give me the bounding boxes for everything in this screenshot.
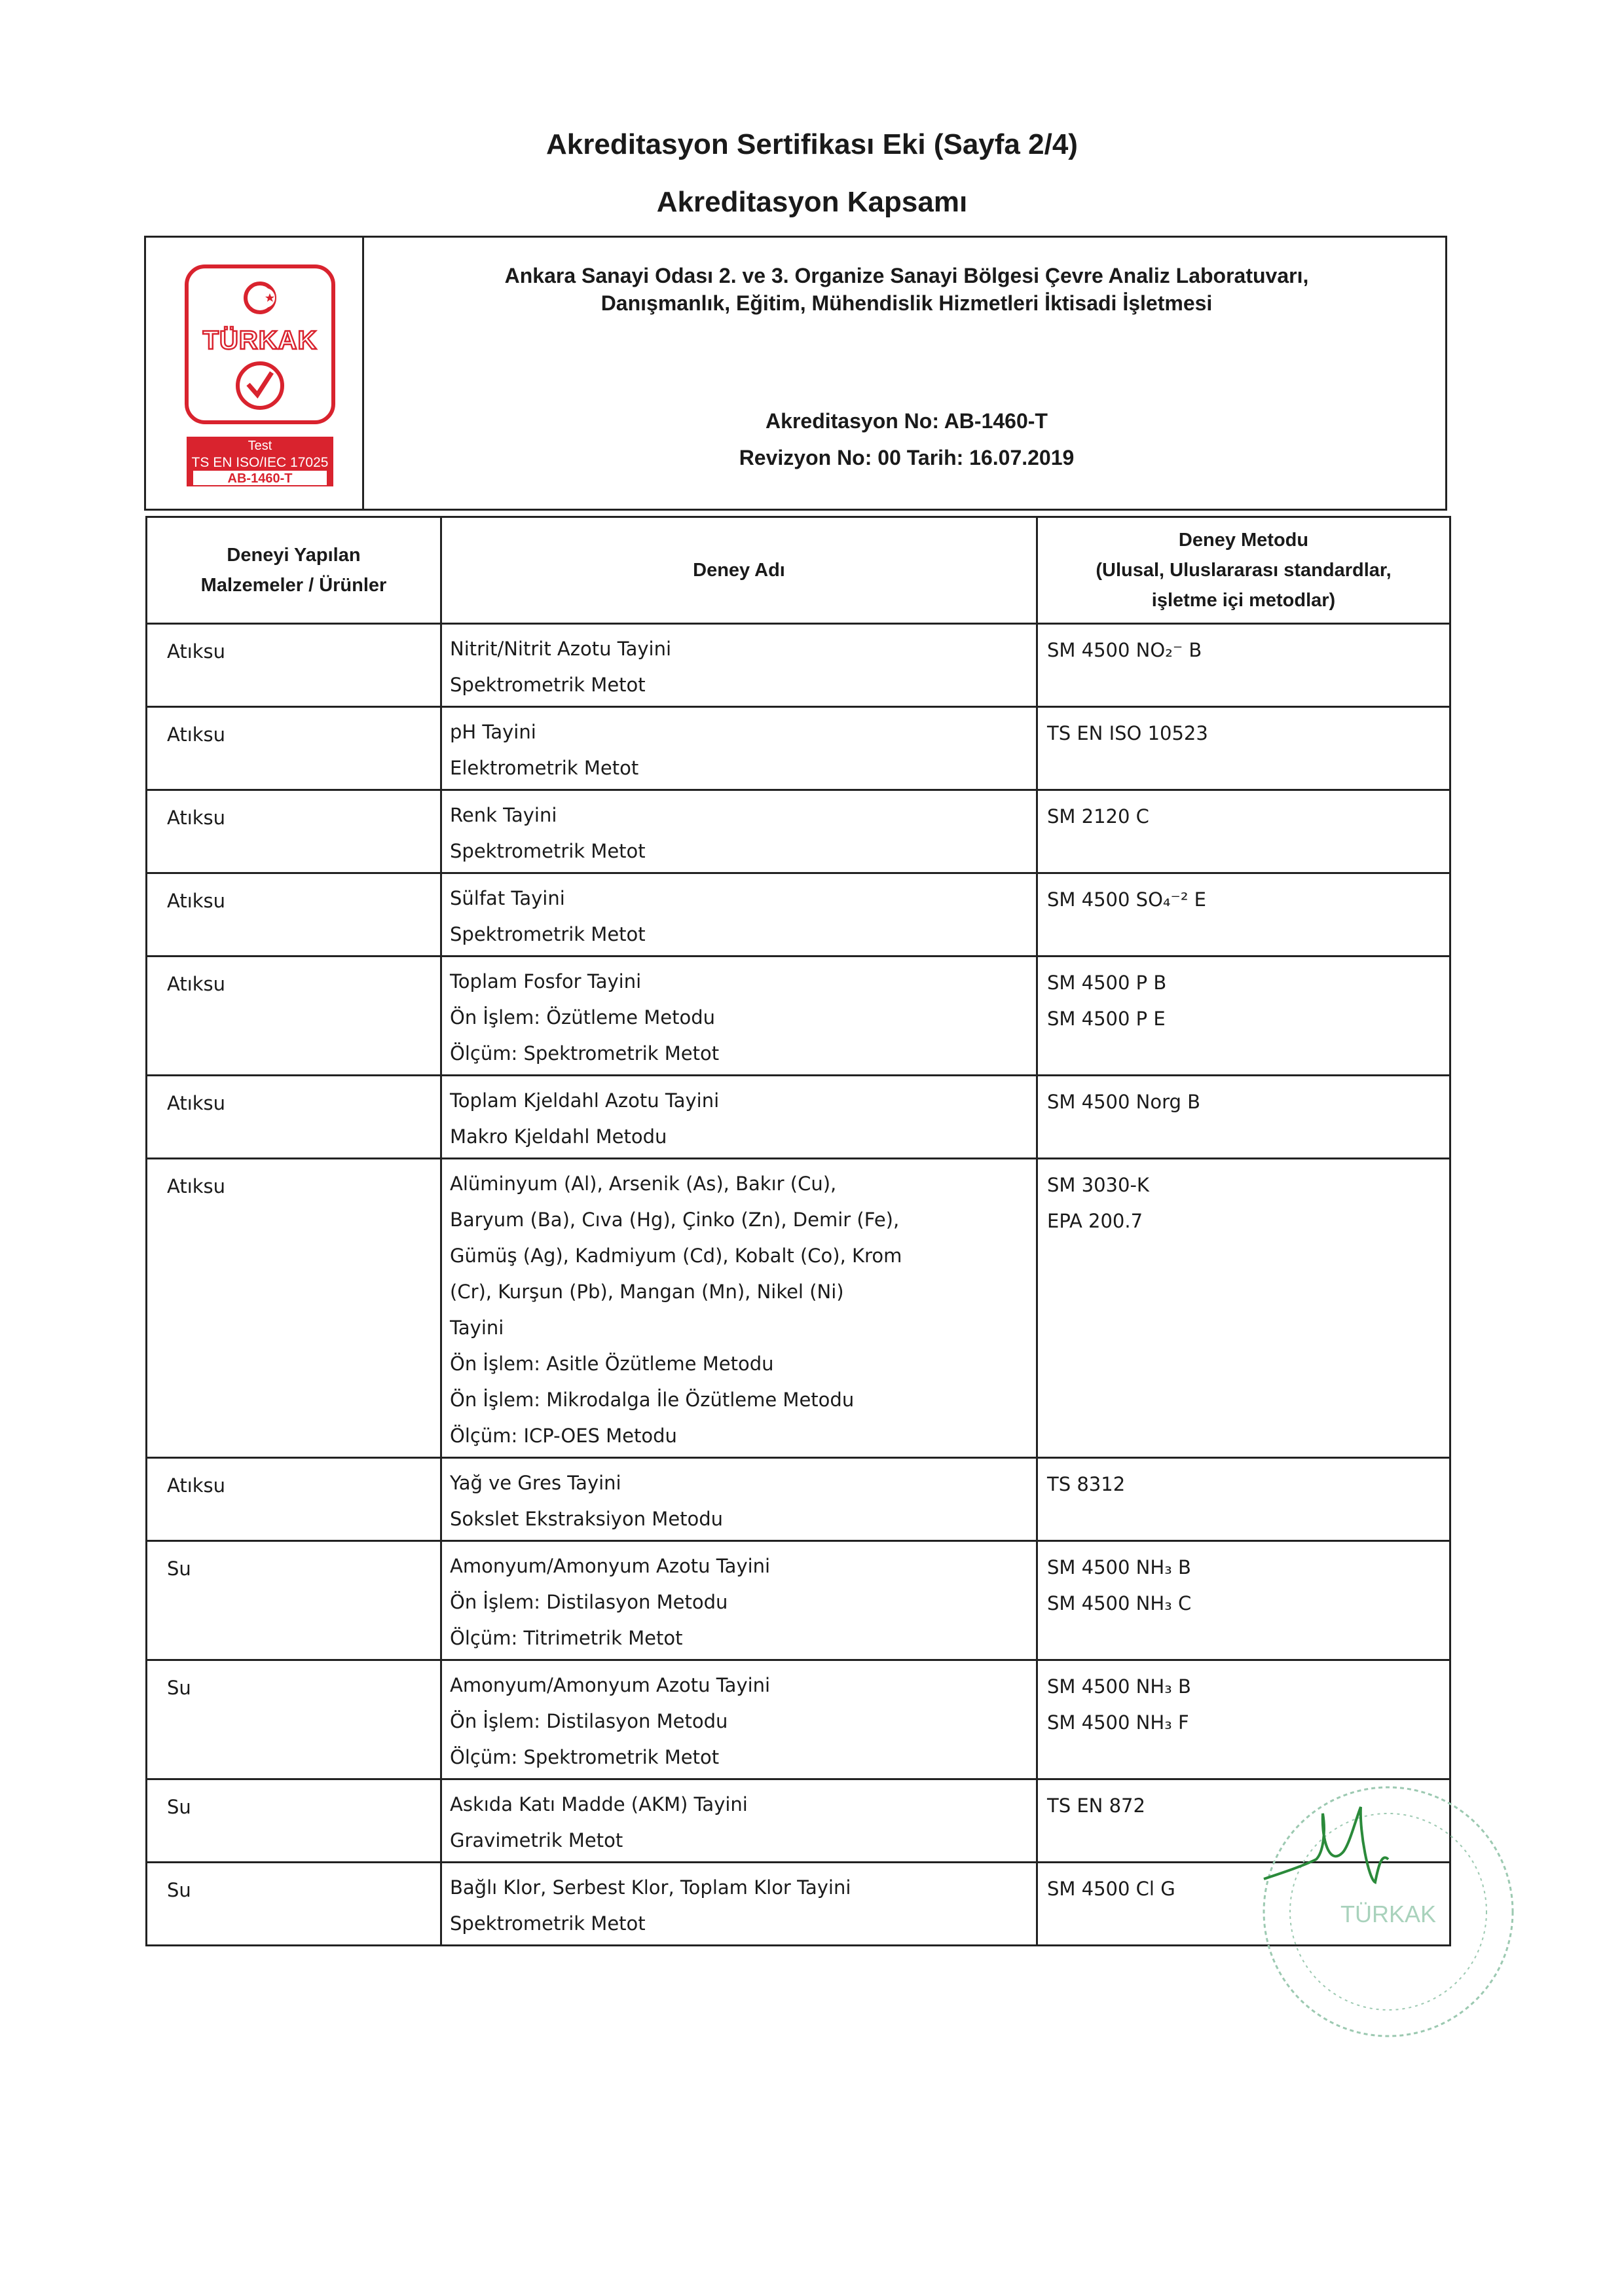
test-name-cell [442, 874, 1038, 955]
test-name-line: Spektrometrik Metot [450, 923, 646, 945]
organization-name-line1: Ankara Sanayi Odası 2. ve 3. Organize Sanayi Bölgesi Çevre Analiz Laboratuvarı, [504, 264, 1309, 287]
method-line: SM 4500 P B [1047, 972, 1167, 994]
stamp-text: TÜRKAK [1340, 1901, 1437, 1927]
material-cell [147, 1159, 442, 1457]
test-name-cell [442, 708, 1038, 789]
material-cell [147, 708, 442, 789]
material-text: Su [167, 1558, 191, 1580]
test-name-line: pH Tayini [450, 721, 536, 743]
test-name-line: Amonyum/Amonyum Azotu Tayini [450, 1555, 771, 1577]
table-row [147, 1074, 1449, 1157]
material-text: Su [167, 1796, 191, 1818]
test-name-cell [442, 1159, 1038, 1457]
test-name-cell [442, 791, 1038, 872]
method-cell [1038, 1661, 1449, 1778]
scope-table [145, 516, 1451, 1946]
turkak-logo [184, 264, 336, 486]
column-header-lines [201, 540, 387, 600]
test-name-cell [442, 957, 1038, 1074]
table-row [147, 955, 1449, 1074]
column-header-text: işletme içi metodlar) [1151, 590, 1336, 611]
material-text: Atıksu [167, 1175, 226, 1197]
column-header-text: Deneyi Yapılan [227, 545, 361, 566]
logo-brand-text: TÜRKAK [202, 326, 318, 355]
material-cell [147, 1542, 442, 1659]
method-cell [1038, 791, 1449, 872]
test-name-line: Bağlı Klor, Serbest Klor, Toplam Klor Tayini [450, 1876, 851, 1899]
method-cell [1038, 1542, 1449, 1659]
page-subtitle: Akreditasyon Kapsamı [656, 186, 968, 218]
method-line: SM 4500 NH₃ B [1047, 1556, 1191, 1578]
test-name-line: Ön İşlem: Özütleme Metodu [450, 1006, 715, 1029]
material-text: Atıksu [167, 1474, 226, 1497]
material-text: Atıksu [167, 973, 226, 995]
column-header-text: Malzemeler / Ürünler [200, 575, 387, 596]
method-line: SM 4500 NH₃ C [1047, 1592, 1192, 1614]
material-cell [147, 1076, 442, 1157]
test-name-line: Ölçüm: Titrimetrik Metot [450, 1627, 683, 1649]
test-name-line: Toplam Fosfor Tayini [450, 970, 642, 993]
method-cell [1038, 874, 1449, 955]
column-header-test-name [442, 518, 1038, 623]
test-name-line: Alüminyum (Al), Arsenik (As), Bakır (Cu), [450, 1173, 837, 1195]
table-row [147, 1457, 1449, 1540]
test-name-line: Tayini [450, 1317, 504, 1339]
test-name-line: Ölçüm: Spektrometrik Metot [450, 1042, 720, 1065]
material-cell [147, 1780, 442, 1861]
column-header-method [1038, 518, 1449, 623]
method-line: TS EN 872 [1047, 1795, 1145, 1817]
test-name-cell [442, 1542, 1038, 1659]
test-name-line: Askıda Katı Madde (AKM) Tayini [450, 1793, 748, 1815]
method-line: SM 4500 NO₂⁻ B [1047, 639, 1202, 661]
organization-name-line2: Danışmanlık, Eğitim, Mühendislik Hizmetleri İktisadi İşletmesi [600, 291, 1213, 315]
method-line: EPA 200.7 [1047, 1210, 1143, 1232]
material-cell [147, 791, 442, 872]
column-header-lines [693, 555, 785, 585]
method-line: SM 3030-K [1047, 1174, 1149, 1196]
test-name-line: Ölçüm: Spektrometrik Metot [450, 1746, 720, 1768]
material-cell [147, 625, 442, 706]
material-text: Atıksu [167, 1092, 226, 1114]
table-row [147, 706, 1449, 789]
test-name-cell [442, 1780, 1038, 1861]
test-name-line: Yağ ve Gres Tayini [450, 1472, 621, 1494]
method-line: TS 8312 [1047, 1473, 1126, 1495]
test-name-line: Elektrometrik Metot [450, 757, 639, 779]
test-name-line: Sokslet Ekstraksiyon Metodu [450, 1508, 724, 1530]
test-name-line: Baryum (Ba), Cıva (Hg), Çinko (Zn), Demir (Fe), [450, 1209, 900, 1231]
table-row [147, 872, 1449, 955]
test-name-line: Toplam Kjeldahl Azotu Tayini [450, 1089, 720, 1112]
test-name-line: Spektrometrik Metot [450, 1912, 646, 1935]
material-cell [147, 874, 442, 955]
test-name-line: Gümüş (Ag), Kadmiyum (Cd), Kobalt (Co), Krom [450, 1245, 902, 1267]
material-cell [147, 1863, 442, 1944]
method-cell [1038, 1459, 1449, 1540]
test-name-line: Nitrit/Nitrit Azotu Tayini [450, 638, 672, 660]
test-name-cell [442, 1661, 1038, 1778]
test-name-line: Ön İşlem: Mikrodalga İle Özütleme Metodu [450, 1389, 855, 1411]
table-row [147, 789, 1449, 872]
accreditation-number: Akreditasyon No: AB-1460-T [766, 409, 1048, 433]
material-cell [147, 1661, 442, 1778]
material-cell [147, 1459, 442, 1540]
test-name-line: Ön İşlem: Asitle Özütleme Metodu [450, 1353, 774, 1375]
test-name-line: Ön İşlem: Distilasyon Metodu [450, 1591, 728, 1613]
table-row [147, 1540, 1449, 1659]
test-name-cell [442, 1459, 1038, 1540]
method-line: SM 4500 Cl G [1047, 1878, 1175, 1900]
material-text: Atıksu [167, 807, 226, 829]
column-header-text: (Ulusal, Uluslararası standardlar, [1096, 560, 1392, 581]
column-header-material [147, 518, 442, 623]
method-line: SM 4500 Norg B [1047, 1091, 1201, 1113]
method-line: TS EN ISO 10523 [1047, 722, 1208, 744]
test-name-line: Sülfat Tayini [450, 887, 565, 909]
test-name-line: Gravimetrik Metot [450, 1829, 623, 1851]
test-name-line: (Cr), Kurşun (Pb), Mangan (Mn), Nikel (Ni) [450, 1281, 844, 1303]
material-text: Atıksu [167, 723, 226, 746]
revision-info: Revizyon No: 00 Tarih: 16.07.2019 [739, 446, 1075, 469]
method-cell [1038, 1076, 1449, 1157]
accreditation-stamp [1244, 1768, 1532, 2056]
test-name-cell [442, 1076, 1038, 1157]
column-header-text: Deney Metodu [1178, 530, 1309, 551]
material-cell [147, 957, 442, 1074]
logo-standard-text: TS EN ISO/IEC 17025 [191, 455, 329, 470]
method-line: SM 4500 NH₃ F [1047, 1711, 1189, 1734]
test-name-line: Spektrometrik Metot [450, 840, 646, 862]
logo-code-text: AB-1460-T [227, 471, 293, 486]
table-row [147, 1157, 1449, 1457]
test-name-cell [442, 1863, 1038, 1944]
certificate-header-box [144, 236, 1447, 511]
logo-test-text: Test [248, 439, 272, 453]
test-name-line: Spektrometrik Metot [450, 674, 646, 696]
table-row [147, 1659, 1449, 1778]
test-name-line: Ölçüm: ICP-OES Metodu [450, 1425, 677, 1447]
method-line: SM 4500 P E [1047, 1008, 1166, 1030]
column-header-text: Deney Adı [693, 560, 785, 581]
method-cell [1038, 957, 1449, 1074]
method-cell [1038, 1159, 1449, 1457]
material-text: Su [167, 1879, 191, 1901]
test-name-line: Renk Tayini [450, 804, 557, 826]
page-title: Akreditasyon Sertifikası Eki (Sayfa 2/4) [546, 128, 1078, 160]
method-line: SM 4500 SO₄⁻² E [1047, 888, 1207, 911]
test-name-line: Amonyum/Amonyum Azotu Tayini [450, 1674, 771, 1696]
material-text: Atıksu [167, 890, 226, 912]
table-header-row [147, 518, 1449, 623]
method-cell [1038, 708, 1449, 789]
material-text: Atıksu [167, 640, 226, 663]
table-row [147, 623, 1449, 706]
column-header-lines [1096, 525, 1391, 615]
method-cell [1038, 625, 1449, 706]
test-name-line: Ön İşlem: Distilasyon Metodu [450, 1710, 728, 1732]
test-name-line: Makro Kjeldahl Metodu [450, 1125, 667, 1148]
method-line: SM 2120 C [1047, 805, 1149, 828]
method-line: SM 4500 NH₃ B [1047, 1675, 1191, 1698]
material-text: Su [167, 1677, 191, 1699]
test-name-cell [442, 625, 1038, 706]
